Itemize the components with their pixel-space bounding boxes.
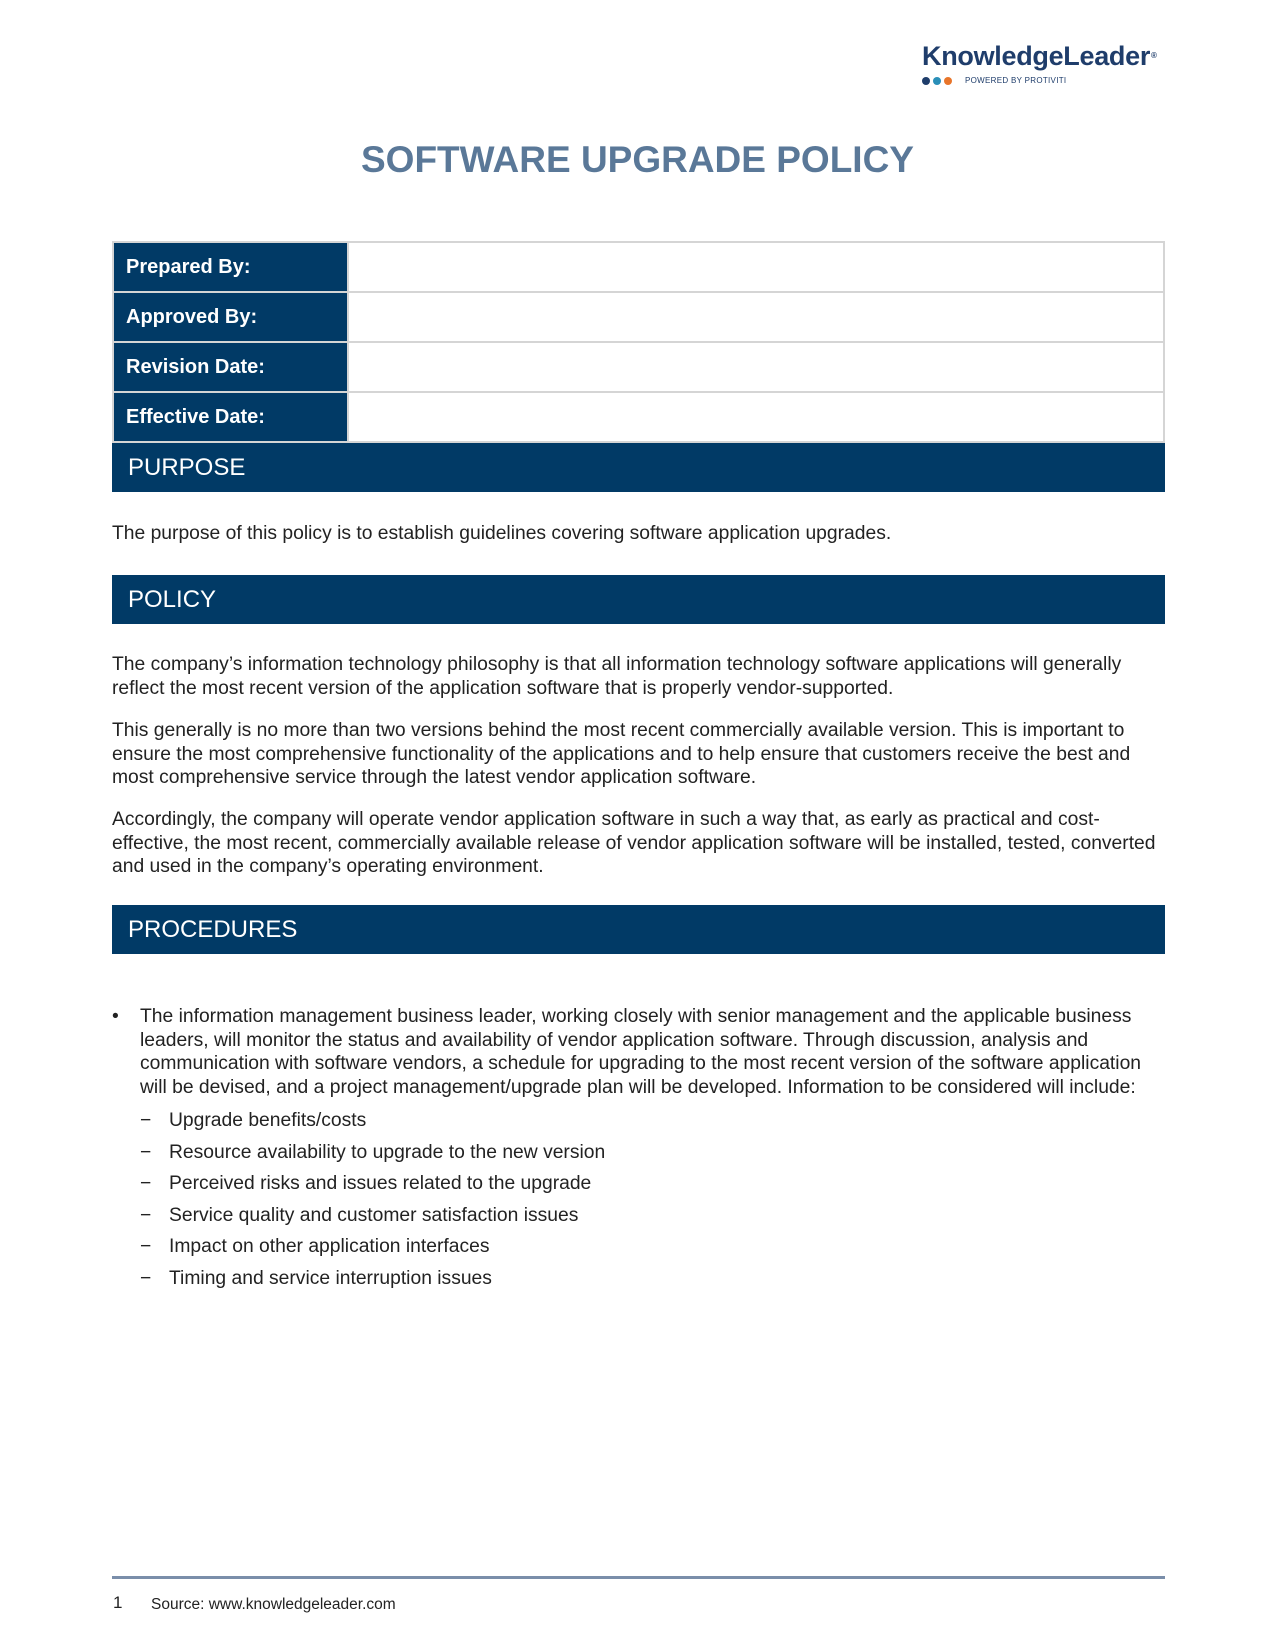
logo-dot-icon — [933, 77, 941, 85]
logo-wordmark — [922, 40, 1162, 72]
approved-by-value[interactable] — [348, 292, 1164, 342]
dash-icon: − — [140, 1204, 152, 1226]
knowledgeleader-logo — [922, 40, 1162, 85]
policy-paragraph: This generally is no more than two versions behind the most recent commercially available version. This is important to ensure the most comprehensive functionality of the applications and to help ensure that customers receive the best and most comprehensive service through the latest vendor application software. — [112, 720, 1131, 788]
footer-source: Source: www.knowledgeleader.com — [151, 1596, 396, 1613]
logo-tagline-row — [922, 76, 1162, 85]
logo-registered-mark: ® — [1151, 51, 1157, 60]
list-item — [140, 1200, 1172, 1232]
list-item — [140, 1263, 1172, 1295]
list-item — [140, 1105, 1172, 1137]
effective-date-label: Effective Date: — [113, 392, 348, 442]
logo-dot-icon — [944, 77, 952, 85]
list-item — [140, 1231, 1172, 1263]
table-row — [113, 292, 1164, 342]
list-item — [140, 1137, 1172, 1169]
prepared-by-value[interactable] — [348, 242, 1164, 292]
consideration-text: Perceived risks and issues related to the upgrade — [169, 1173, 592, 1194]
policy-heading: POLICY — [112, 575, 1165, 624]
dash-icon: − — [140, 1110, 152, 1131]
logo-tagline: POWERED BY PROTIVITI — [965, 76, 1067, 85]
consideration-text: Timing and service interruption issues — [169, 1267, 492, 1289]
logo-dot-icon — [922, 77, 930, 85]
purpose-heading: PURPOSE — [112, 443, 1165, 492]
list-item — [140, 1168, 1172, 1200]
revision-date-label: Revision Date: — [113, 342, 348, 392]
policy-paragraph: The company’s information technology philosophy is that all information technology software applications will generally reflect the most recent version of the application software that is properly vendor-supported. — [112, 654, 1122, 699]
dash-icon: − — [140, 1141, 152, 1163]
purpose-paragraph: The purpose of this policy is to establish guidelines covering software application upgrades. — [112, 523, 892, 544]
document-info-table — [112, 241, 1165, 443]
effective-date-value[interactable] — [348, 392, 1164, 442]
footer-divider — [112, 1576, 1165, 1579]
table-row — [113, 242, 1164, 292]
consideration-text: Service quality and customer satisfaction issues — [169, 1204, 579, 1226]
logo-name: KnowledgeLeader — [922, 41, 1151, 71]
procedures-heading: PROCEDURES — [112, 905, 1165, 954]
revision-date-value[interactable] — [348, 342, 1164, 392]
dash-icon: − — [140, 1267, 152, 1289]
policy-paragraph: Accordingly, the company will operate vendor application software in such a way that, as early as practical and cost-effective, the most recent, commercially available release of vendor application software will be installed, tested, converted and used in the company’s operating environment. — [112, 809, 1156, 877]
dash-icon: − — [140, 1236, 152, 1257]
dash-icon: − — [140, 1173, 152, 1194]
bullet-icon: • — [112, 1006, 119, 1027]
consideration-text: Upgrade benefits/costs — [169, 1110, 367, 1131]
list-item — [112, 1005, 1172, 1099]
procedure-text: The information management business leader, working closely with senior management and the applicable business leaders, will monitor the status and availability of vendor application software. Through discussion, analysis and communication with software vendors, a schedule for upgrading to the most recent version of the software application will be devised, and a project management/upgrade plan will be developed. Information to be considered will include: — [140, 1006, 1142, 1098]
approved-by-label: Approved By: — [113, 292, 348, 342]
considerations-list — [140, 1105, 1172, 1294]
table-row — [113, 392, 1164, 442]
prepared-by-label: Prepared By: — [113, 242, 348, 292]
procedures-list — [112, 1005, 1172, 1294]
consideration-text: Impact on other application interfaces — [169, 1236, 490, 1257]
table-row — [113, 342, 1164, 392]
consideration-text: Resource availability to upgrade to the new version — [169, 1141, 606, 1163]
document-title: SOFTWARE UPGRADE POLICY — [361, 139, 914, 180]
page-number: 1 — [113, 1593, 123, 1612]
